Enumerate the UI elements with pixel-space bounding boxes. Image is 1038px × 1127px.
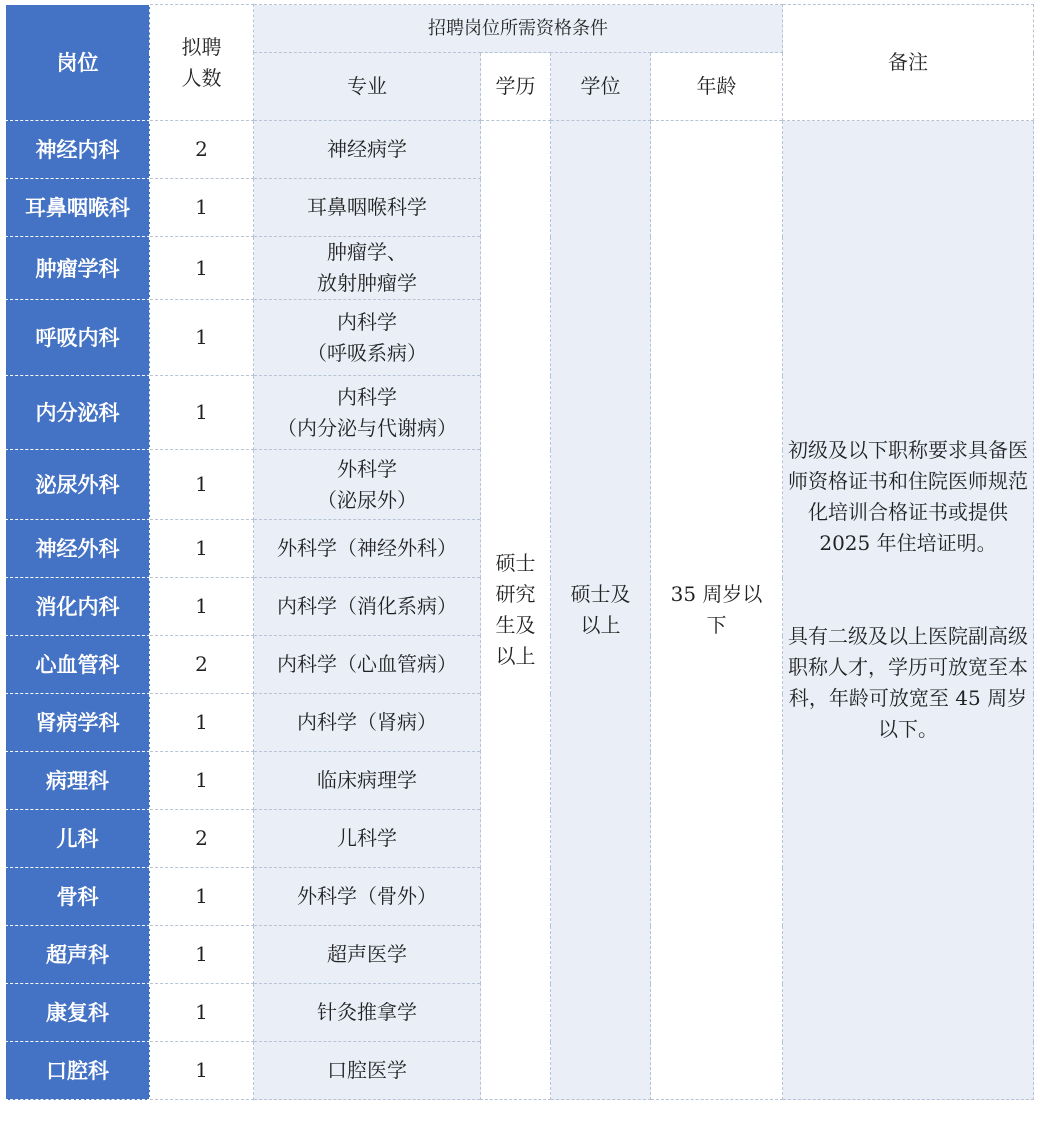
age-requirement: 35 周岁以 下 — [651, 121, 783, 1100]
row-major: 超声医学 — [254, 926, 481, 984]
header-major: 专业 — [254, 53, 481, 121]
row-count: 1 — [150, 179, 254, 237]
notes-paragraph-2: 具有二级及以上医院副高级职称人才，学历可放宽至本科，年龄可放宽至 45 周岁以下。 — [788, 624, 1028, 741]
notes-cell — [783, 121, 1034, 1100]
row-count: 1 — [150, 694, 254, 752]
degree-requirement: 硕士及 以上 — [551, 121, 651, 1100]
header-requirements: 招聘岗位所需资格条件 — [254, 5, 783, 53]
notes-spacer — [785, 559, 1031, 621]
row-count: 1 — [150, 578, 254, 636]
row-major: 外科学 （泌尿外） — [254, 450, 481, 520]
row-major: 神经病学 — [254, 121, 481, 179]
header-count — [150, 5, 254, 121]
row-position: 神经外科 — [6, 520, 150, 578]
row-position: 肿瘤学科 — [6, 237, 150, 300]
row-position: 泌尿外科 — [6, 450, 150, 520]
row-major: 口腔医学 — [254, 1042, 481, 1100]
row-major: 儿科学 — [254, 810, 481, 868]
row-count: 2 — [150, 636, 254, 694]
row-count: 1 — [150, 237, 254, 300]
row-count: 1 — [150, 984, 254, 1042]
row-position: 病理科 — [6, 752, 150, 810]
header-degree: 学位 — [551, 53, 651, 121]
recruitment-table — [5, 4, 1034, 1100]
row-major: 临床病理学 — [254, 752, 481, 810]
header-age: 年龄 — [651, 53, 783, 121]
notes-paragraph-1: 初级及以下职称要求具备医师资格证书和住院医师规范化培训合格证书或提供 2025 年住培证明。 — [788, 438, 1028, 555]
header-count-line1: 拟聘 — [181, 34, 222, 59]
row-position: 儿科 — [6, 810, 150, 868]
row-major: 外科学（骨外） — [254, 868, 481, 926]
row-count: 1 — [150, 300, 254, 376]
row-count: 1 — [150, 450, 254, 520]
row-major: 针灸推拿学 — [254, 984, 481, 1042]
row-position: 肾病学科 — [6, 694, 150, 752]
row-position: 神经内科 — [6, 121, 150, 179]
education-requirement: 硕士 研究 生及 以上 — [481, 121, 551, 1100]
row-count: 2 — [150, 810, 254, 868]
row-count: 1 — [150, 752, 254, 810]
row-position: 呼吸内科 — [6, 300, 150, 376]
row-position: 骨科 — [6, 868, 150, 926]
row-major: 外科学（神经外科） — [254, 520, 481, 578]
row-position: 超声科 — [6, 926, 150, 984]
row-major: 耳鼻咽喉科学 — [254, 179, 481, 237]
row-count: 1 — [150, 926, 254, 984]
row-position: 内分泌科 — [6, 376, 150, 450]
row-major: 肿瘤学、 放射肿瘤学 — [254, 237, 481, 300]
header-education: 学历 — [481, 53, 551, 121]
row-count: 1 — [150, 520, 254, 578]
header-count-line2: 人数 — [181, 65, 222, 90]
row-major: 内科学（消化系病） — [254, 578, 481, 636]
row-position: 心血管科 — [6, 636, 150, 694]
row-count: 2 — [150, 121, 254, 179]
row-position: 消化内科 — [6, 578, 150, 636]
row-position: 耳鼻咽喉科 — [6, 179, 150, 237]
table-row — [6, 121, 1034, 179]
header-position: 岗位 — [6, 5, 150, 121]
row-count: 1 — [150, 1042, 254, 1100]
row-major: 内科学（肾病） — [254, 694, 481, 752]
row-count: 1 — [150, 376, 254, 450]
row-position: 康复科 — [6, 984, 150, 1042]
row-count: 1 — [150, 868, 254, 926]
row-major: 内科学（心血管病） — [254, 636, 481, 694]
header-notes: 备注 — [783, 5, 1034, 121]
row-position: 口腔科 — [6, 1042, 150, 1100]
row-major: 内科学 （内分泌与代谢病） — [254, 376, 481, 450]
row-major: 内科学 （呼吸系病） — [254, 300, 481, 376]
